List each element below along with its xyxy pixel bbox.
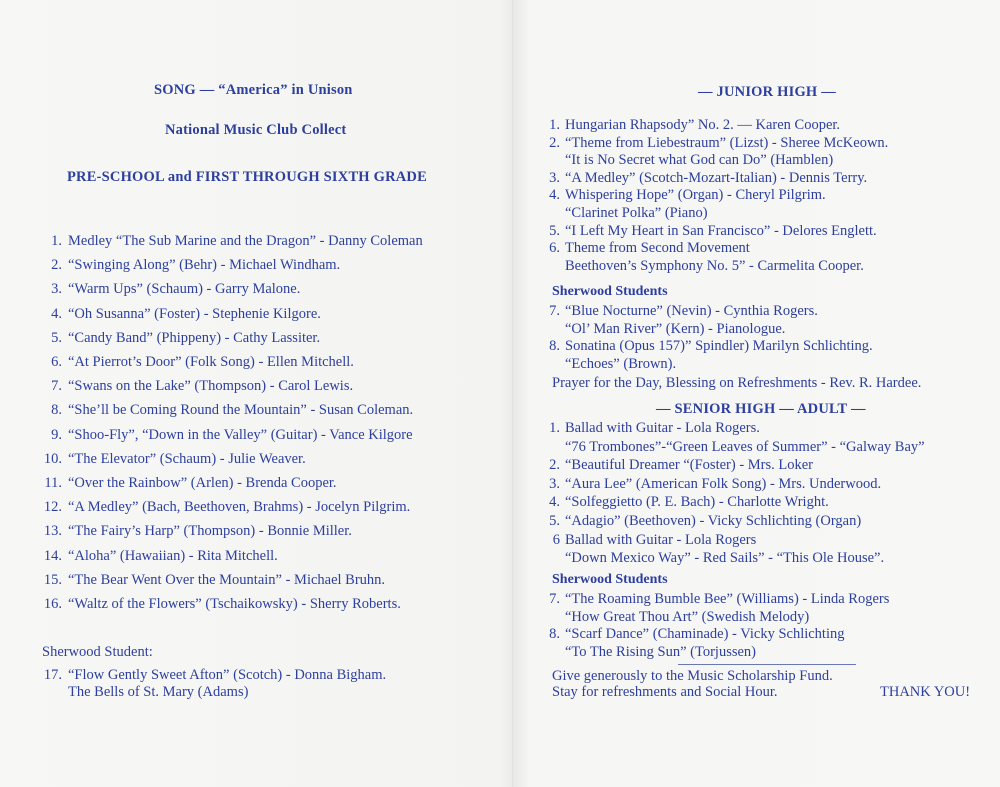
list-item bbox=[0, 257, 340, 274]
item-text: Whispering Hope” (Organ) - Cheryl Pilgrim. bbox=[565, 187, 826, 204]
item-text: “The Bear Went Over the Mountain” - Michael Bruhn. bbox=[68, 571, 386, 588]
list-item bbox=[0, 378, 353, 395]
item-text: “Blue Nocturne” (Nevin) - Cynthia Rogers. bbox=[565, 303, 818, 319]
sherwood-students-heading-2: Sherwood Students bbox=[552, 572, 668, 587]
item-text: Theme from Second Movement bbox=[565, 240, 750, 257]
item-number: 4. bbox=[51, 305, 62, 322]
item-number: 2. bbox=[51, 257, 62, 274]
list-item bbox=[0, 451, 306, 468]
item-number: 3. bbox=[51, 281, 62, 298]
item-text: “Aloha” (Hawaiian) - Rita Mitchell. bbox=[68, 547, 278, 564]
divider-rule bbox=[678, 664, 856, 665]
item-text: “Candy Band” (Phippeny) - Cathy Lassiter. bbox=[68, 329, 321, 346]
list-item bbox=[520, 240, 750, 257]
list-item bbox=[0, 281, 300, 298]
item-number: 4. bbox=[549, 187, 560, 204]
item-number: 7. bbox=[549, 303, 560, 319]
item-number: 4. bbox=[549, 494, 560, 511]
item-text: “She’ll be Coming Round the Mountain” - Susan Coleman. bbox=[68, 402, 414, 419]
item-text: “I Left My Heart in San Francisco” - Delores Englett. bbox=[565, 222, 877, 239]
list-item bbox=[520, 117, 840, 134]
list-item bbox=[0, 354, 354, 371]
list-item bbox=[0, 475, 337, 492]
list-item bbox=[0, 306, 321, 323]
item-number: 14. bbox=[43, 547, 62, 564]
list-item bbox=[0, 572, 385, 589]
item-number: 7. bbox=[51, 378, 62, 395]
list-item bbox=[0, 548, 278, 565]
item-number: 5. bbox=[549, 222, 560, 239]
collect-heading: National Music Club Collect bbox=[165, 122, 347, 138]
list-item bbox=[0, 427, 413, 444]
item-text: Ballad with Guitar - Lola Rogers bbox=[565, 531, 757, 548]
list-item bbox=[520, 644, 756, 661]
sherwood-students-heading: Sherwood Students bbox=[552, 284, 668, 299]
item-number: 1. bbox=[549, 420, 560, 436]
item-text-continuation: The Bells of St. Mary (Adams) bbox=[68, 684, 249, 700]
song-heading: SONG — “America” in Unison bbox=[154, 82, 353, 98]
list-item bbox=[0, 330, 320, 347]
list-item bbox=[520, 532, 756, 549]
item-text: “Shoo-Fly”, “Down in the Valley” (Guitar) - Vance Kilgore bbox=[68, 426, 413, 443]
item-text: “The Elevator” (Schaum) - Julie Weaver. bbox=[68, 450, 306, 467]
closing-line-1: Give generously to the Music Scholarship Fund. bbox=[552, 668, 833, 684]
page-fold bbox=[512, 0, 514, 787]
item-text: Beethoven’s Symphony No. 5” - Carmelita Cooper. bbox=[565, 257, 864, 274]
item-number: 13. bbox=[43, 523, 62, 540]
list-item bbox=[0, 596, 401, 613]
item-text: “Warm Ups” (Schaum) - Garry Malone. bbox=[68, 281, 301, 298]
item-text: “How Great Thou Art” (Swedish Melody) bbox=[565, 608, 810, 625]
list-item bbox=[520, 494, 829, 511]
item-text: “It is No Secret what God can Do” (Hamblen) bbox=[565, 152, 834, 169]
item-text: Medley “The Sub Marine and the Dragon” - Danny Coleman bbox=[68, 233, 423, 249]
list-item bbox=[520, 626, 845, 643]
item-text: “Flow Gently Sweet Afton” (Scotch) - Donna Bigham. bbox=[68, 667, 387, 683]
item-number: 5. bbox=[51, 329, 62, 346]
item-number: 12. bbox=[43, 499, 62, 516]
item-number: 11. bbox=[44, 475, 62, 491]
list-item bbox=[520, 303, 818, 320]
list-item bbox=[520, 223, 877, 240]
item-text: “Echoes” (Brown). bbox=[565, 355, 677, 372]
item-text: “The Roaming Bumble Bee” (Williams) - Linda Rogers bbox=[565, 591, 890, 607]
list-item bbox=[520, 550, 884, 567]
list-item bbox=[0, 233, 423, 250]
item-text: “A Medley” (Bach, Beethoven, Brahms) - Jocelyn Pilgrim. bbox=[68, 499, 411, 516]
list-item bbox=[520, 609, 809, 626]
item-number: 2. bbox=[549, 457, 560, 474]
list-item bbox=[520, 338, 873, 355]
item-text: Sonatina (Opus 157)” Spindler) Marilyn Schlichting. bbox=[565, 338, 873, 354]
item-text: “Oh Susanna” (Foster) - Stephenie Kilgore. bbox=[68, 305, 321, 322]
item-text: “Theme from Liebestraum” (Lizst) - Sheree McKeown. bbox=[565, 134, 889, 151]
item-text: “Scarf Dance” (Chaminade) - Vicky Schlichting bbox=[565, 626, 845, 643]
item-number: 5. bbox=[549, 513, 560, 529]
item-number: 7. bbox=[549, 591, 560, 607]
list-item bbox=[520, 152, 833, 169]
list-item bbox=[520, 321, 785, 338]
list-item bbox=[520, 513, 861, 530]
item-text: “Swans on the Lake” (Thompson) - Carol Lewis. bbox=[68, 378, 354, 395]
item-number: 15. bbox=[43, 571, 62, 588]
list-item bbox=[520, 205, 708, 222]
list-item bbox=[520, 439, 925, 456]
item-text: “The Fairy’s Harp” (Thompson) - Bonnie Miller. bbox=[68, 523, 352, 540]
item-text: “Swinging Along” (Behr) - Michael Windham. bbox=[68, 257, 341, 274]
grades-heading: PRE-SCHOOL and FIRST THROUGH SIXTH GRADE bbox=[67, 169, 427, 185]
item-text: Hungarian Rhapsody” No. 2. — Karen Cooper. bbox=[565, 117, 841, 133]
item-text: “Clarinet Polka” (Piano) bbox=[565, 205, 708, 221]
list-item bbox=[520, 457, 813, 474]
item-text: “Solfeggietto (P. E. Bach) - Charlotte Wright. bbox=[565, 494, 829, 511]
list-item bbox=[520, 591, 889, 608]
item-number: 6. bbox=[549, 240, 560, 257]
item-text: “Adagio” (Beethoven) - Vicky Schlichting (Organ) bbox=[565, 513, 862, 529]
junior-high-heading: — JUNIOR HIGH — bbox=[698, 84, 836, 100]
list-item bbox=[520, 420, 760, 437]
item-number: 6. bbox=[51, 354, 62, 370]
item-number: 1. bbox=[549, 117, 560, 133]
senior-high-heading: — SENIOR HIGH — ADULT — bbox=[656, 401, 866, 417]
list-item bbox=[520, 187, 826, 204]
item-number: 10. bbox=[43, 450, 62, 467]
item-number: 6 bbox=[552, 531, 560, 548]
list-item bbox=[520, 258, 864, 275]
list-item bbox=[0, 499, 410, 516]
item-number: 16. bbox=[43, 596, 62, 612]
item-text: “A Medley” (Scotch-Mozart-Italian) - Dennis Terry. bbox=[565, 169, 868, 186]
item-text: “Ol’ Man River” (Kern) - Pianologue. bbox=[565, 320, 786, 337]
list-item bbox=[520, 135, 888, 152]
closing-line-2: Stay for refreshments and Social Hour. bbox=[552, 684, 778, 700]
list-item bbox=[520, 476, 881, 493]
item-number: 17. bbox=[43, 667, 62, 683]
sherwood-student-label: Sherwood Student: bbox=[42, 644, 153, 660]
item-number: 3. bbox=[549, 475, 560, 492]
item-number: 3. bbox=[549, 169, 560, 186]
item-number: 8. bbox=[549, 338, 560, 354]
list-item bbox=[0, 523, 352, 540]
item-number: 8. bbox=[51, 402, 62, 419]
item-text: “76 Trombones”-“Green Leaves of Summer” - “Galway Bay” bbox=[565, 438, 925, 455]
item-text: “Down Mexico Way” - Red Sails” - “This Ole House”. bbox=[565, 550, 885, 567]
item-text: “Over the Rainbow” (Arlen) - Brenda Cooper. bbox=[68, 475, 337, 491]
item-text: “Aura Lee” (American Folk Song) - Mrs. Underwood. bbox=[565, 475, 882, 492]
list-item bbox=[520, 170, 867, 187]
item-text: “To The Rising Sun” (Torjussen) bbox=[565, 643, 757, 660]
prayer-line: Prayer for the Day, Blessing on Refreshments - Rev. R. Hardee. bbox=[552, 375, 922, 391]
thank-you: THANK YOU! bbox=[880, 684, 971, 700]
list-item bbox=[0, 667, 386, 684]
item-number: 8. bbox=[549, 626, 560, 643]
item-number: 2. bbox=[549, 134, 560, 151]
list-item bbox=[520, 356, 676, 373]
item-number: 1. bbox=[51, 233, 62, 249]
item-number: 9. bbox=[51, 426, 62, 443]
item-text: “At Pierrot’s Door” (Folk Song) - Ellen Mitchell. bbox=[68, 354, 354, 370]
item-text: “Waltz of the Flowers” (Tschaikowsky) - Sherry Roberts. bbox=[68, 596, 401, 612]
list-item bbox=[0, 402, 413, 419]
item-text: “Beautiful Dreamer “(Foster) - Mrs. Loker bbox=[565, 457, 814, 474]
item-text: Ballad with Guitar - Lola Rogers. bbox=[565, 420, 760, 436]
